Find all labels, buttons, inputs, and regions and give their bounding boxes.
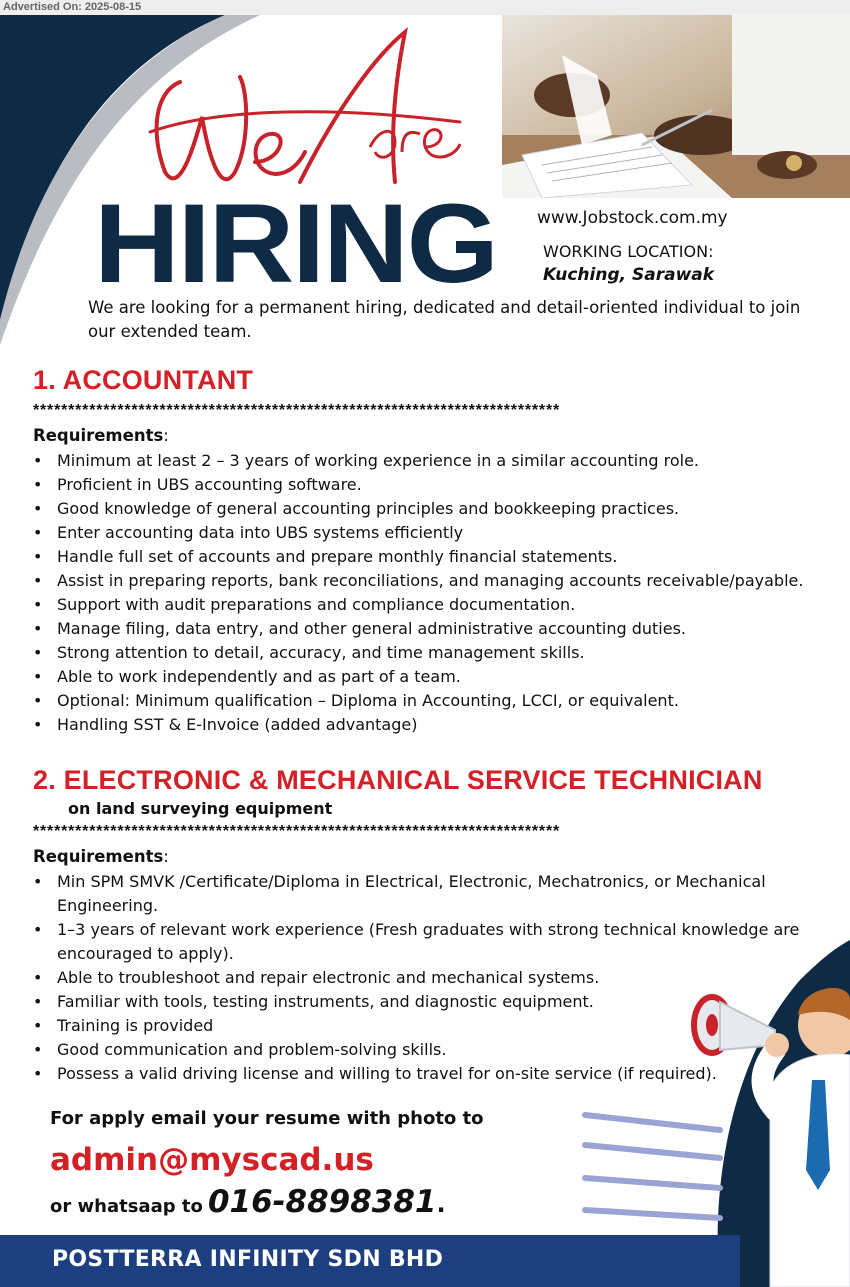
job-title-accountant: 1. ACCOUNTANT [33, 365, 254, 395]
apply-instructions: For apply email your resume with photo to [50, 1108, 484, 1129]
advertised-date: Advertised On: 2025-08-15 [3, 1, 142, 13]
list-item: • Good communication and problem-solving skills. [33, 1038, 818, 1062]
office-photo [502, 15, 850, 198]
list-item: • Able to work independently and as part of a team. [33, 665, 823, 689]
whatsapp-trailing: . [436, 1190, 446, 1218]
job-subtitle: on land surveying equipment [68, 799, 333, 818]
accountant-requirements-list [33, 449, 823, 737]
whatsapp-number[interactable]: 016-8898381 [207, 1184, 437, 1220]
hiring-headline: HIRING [94, 181, 497, 306]
list-item: • 1–3 years of relevant work experience (Fresh graduates with strong technical knowledge are encouraged to apply). [33, 918, 818, 966]
list-item: • Strong attention to detail, accuracy, and time management skills. [33, 641, 823, 665]
megaphone-icon [694, 997, 775, 1053]
list-item: • Optional: Minimum qualification – Diploma in Accounting, LCCI, or equivalent. [33, 689, 823, 713]
we-are-script-title [140, 22, 470, 197]
list-item: • Enter accounting data into UBS systems efficiently [33, 521, 823, 545]
list-item: • Minimum at least 2 – 3 years of working experience in a similar accounting role. [33, 449, 823, 473]
website-link[interactable]: www.Jobstock.com.my [537, 208, 728, 228]
working-location-value: Kuching, Sarawak [543, 265, 715, 285]
list-item: • Handling SST & E-Invoice (added advantage) [33, 713, 823, 737]
list-item: • Training is provided [33, 1014, 818, 1038]
list-item: • Handle full set of accounts and prepare monthly financial statements. [33, 545, 823, 569]
job-title-technician: 2. ELECTRONIC & MECHANICAL SERVICE TECHNICIAN [33, 765, 763, 795]
stars-divider: *************************************************************************** [33, 403, 560, 419]
list-item: • Support with audit preparations and compliance documentation. [33, 593, 823, 617]
list-item: • Familiar with tools, testing instruments, and diagnostic equipment. [33, 990, 818, 1014]
list-item: • Assist in preparing reports, bank reconciliations, and managing accounts receivable/payable. [33, 569, 823, 593]
whatsapp-label: or whatsaap to [50, 1196, 203, 1217]
requirements-label: Requirements: [33, 847, 169, 866]
working-location-label: WORKING LOCATION: [543, 242, 714, 261]
list-item: • Good knowledge of general accounting principles and bookkeeping practices. [33, 497, 823, 521]
stars-divider: *************************************************************************** [33, 824, 560, 840]
list-item: • Manage filing, data entry, and other general administrative accounting duties. [33, 617, 823, 641]
list-item: • Proficient in UBS accounting software. [33, 473, 823, 497]
list-item: • Able to troubleshoot and repair electronic and mechanical systems. [33, 966, 818, 990]
list-item: • Possess a valid driving license and willing to travel for on-site service (if required). [33, 1062, 818, 1086]
intro-text: We are looking for a permanent hiring, dedicated and detail-oriented individual to join our extended team. [88, 298, 801, 341]
list-item: • Min SPM SMVK /Certificate/Diploma in Electrical, Electronic, Mechatronics, or Mechanical Engineering. [33, 870, 818, 918]
apply-email-link[interactable]: admin@myscad.us [50, 1142, 374, 1178]
requirements-label: Requirements: [33, 426, 169, 445]
whatsapp-row [50, 1184, 446, 1220]
company-name: POSTTERRA INFINITY SDN BHD [52, 1247, 444, 1272]
